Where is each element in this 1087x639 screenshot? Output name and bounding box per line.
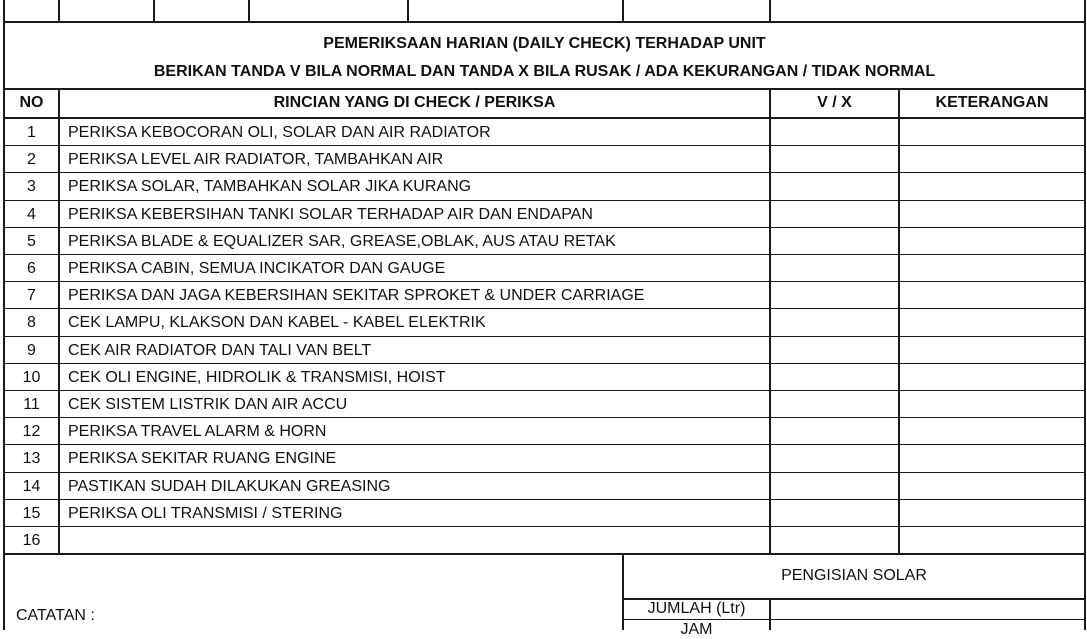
row-number: 13	[22, 450, 41, 467]
column-header-mark: V / X	[817, 94, 852, 111]
row-number: 8	[27, 314, 36, 331]
row-number: 1	[27, 124, 36, 141]
row-note-cell[interactable]	[900, 418, 1084, 443]
top-cell-divider	[248, 0, 250, 22]
row-note-cell[interactable]	[900, 201, 1084, 226]
row-number: 14	[22, 478, 41, 495]
column-header-detail: RINCIAN YANG DI CHECK / PERIKSA	[273, 94, 556, 111]
table-row	[0, 417, 1087, 444]
divider	[622, 619, 1086, 620]
top-cell-divider	[769, 0, 771, 22]
row-mark-cell[interactable]	[771, 146, 898, 171]
row-number: 15	[22, 505, 41, 522]
column-header-no: NO	[19, 94, 44, 111]
row-number: 2	[27, 151, 36, 168]
notes-field[interactable]	[5, 555, 622, 630]
row-note-cell[interactable]	[900, 473, 1084, 498]
top-cell-divider	[58, 0, 60, 22]
row-detail: PERIKSA CABIN, SEMUA INCIKATOR DAN GAUGE	[68, 260, 446, 277]
row-note-cell[interactable]	[900, 146, 1084, 171]
top-cell-divider	[407, 0, 409, 22]
table-row	[0, 172, 1087, 199]
row-note-cell[interactable]	[900, 364, 1084, 389]
table-row	[0, 145, 1087, 172]
row-number: 6	[27, 260, 36, 277]
row-detail: PERIKSA DAN JAGA KEBERSIHAN SEKITAR SPROKET & UNDER CARRIAGE	[68, 287, 645, 304]
notes-label: CATATAN :	[16, 607, 95, 624]
row-number: 4	[27, 206, 36, 223]
row-mark-cell[interactable]	[771, 309, 898, 334]
row-number: 12	[22, 423, 41, 440]
row-number: 3	[27, 178, 36, 195]
row-number: 10	[22, 369, 41, 386]
row-note-cell[interactable]	[900, 228, 1084, 253]
fuel-time-label: JAM	[680, 621, 713, 638]
row-note-cell[interactable]	[900, 391, 1084, 416]
row-mark-cell[interactable]	[771, 337, 898, 362]
row-note-cell[interactable]	[900, 173, 1084, 198]
row-note-cell[interactable]	[900, 255, 1084, 280]
row-detail: PERIKSA TRAVEL ALARM & HORN	[68, 423, 327, 440]
table-row	[0, 363, 1087, 390]
table-row	[0, 281, 1087, 308]
row-note-cell[interactable]	[900, 282, 1084, 307]
table-row	[0, 227, 1087, 254]
row-note-cell[interactable]	[900, 527, 1084, 552]
row-mark-cell[interactable]	[771, 282, 898, 307]
row-detail: PERIKSA SEKITAR RUANG ENGINE	[68, 450, 337, 467]
row-number: 9	[27, 342, 36, 359]
fuel-amount-field[interactable]	[771, 600, 1084, 619]
top-cell-divider	[622, 0, 624, 22]
row-mark-cell[interactable]	[771, 418, 898, 443]
row-detail: PERIKSA LEVEL AIR RADIATOR, TAMBAHKAN AIR	[68, 151, 444, 168]
row-detail: CEK AIR RADIATOR DAN TALI VAN BELT	[68, 342, 372, 359]
row-detail: PERIKSA KEBOCORAN OLI, SOLAR DAN AIR RADIATOR	[68, 124, 491, 141]
row-note-cell[interactable]	[900, 119, 1084, 144]
row-number: 7	[27, 287, 36, 304]
table-row	[0, 308, 1087, 335]
row-mark-cell[interactable]	[771, 364, 898, 389]
table-row	[0, 499, 1087, 526]
row-mark-cell[interactable]	[771, 228, 898, 253]
row-mark-cell[interactable]	[771, 500, 898, 525]
row-mark-cell[interactable]	[771, 201, 898, 226]
row-mark-cell[interactable]	[771, 527, 898, 552]
row-detail: CEK LAMPU, KLAKSON DAN KABEL - KABEL ELEKTRIK	[68, 314, 486, 331]
table-row	[0, 336, 1087, 363]
table-row	[0, 200, 1087, 227]
row-detail: PASTIKAN SUDAH DILAKUKAN GREASING	[68, 478, 391, 495]
row-detail: PERIKSA BLADE & EQUALIZER SAR, GREASE,OBLAK, AUS ATAU RETAK	[68, 233, 616, 250]
form-instruction: BERIKAN TANDA V BILA NORMAL DAN TANDA X BILA RUSAK / ADA KEKURANGAN / TIDAK NORMAL	[153, 63, 936, 80]
table-row	[0, 526, 1087, 553]
row-detail: CEK SISTEM LISTRIK DAN AIR ACCU	[68, 396, 348, 413]
table-row	[0, 118, 1087, 145]
column-header-note: KETERANGAN	[935, 94, 1049, 111]
row-mark-cell[interactable]	[771, 119, 898, 144]
row-note-cell[interactable]	[900, 445, 1084, 470]
row-mark-cell[interactable]	[771, 473, 898, 498]
row-detail: PERIKSA OLI TRANSMISI / STERING	[68, 505, 343, 522]
row-mark-cell[interactable]	[771, 255, 898, 280]
table-row	[0, 444, 1087, 471]
fuel-amount-label: JUMLAH (Ltr)	[647, 600, 746, 617]
table-row	[0, 390, 1087, 417]
fuel-section-title: PENGISIAN SOLAR	[781, 567, 927, 584]
row-detail: PERIKSA KEBERSIHAN TANKI SOLAR TERHADAP AIR DAN ENDAPAN	[68, 206, 593, 223]
divider	[3, 21, 1086, 23]
row-mark-cell[interactable]	[771, 173, 898, 198]
table-row	[0, 472, 1087, 499]
top-cell-divider	[153, 0, 155, 22]
table-row	[0, 254, 1087, 281]
row-note-cell[interactable]	[900, 309, 1084, 334]
row-number: 16	[22, 532, 41, 549]
row-mark-cell[interactable]	[771, 445, 898, 470]
row-note-cell[interactable]	[900, 337, 1084, 362]
row-note-cell[interactable]	[900, 500, 1084, 525]
row-detail: CEK OLI ENGINE, HIDROLIK & TRANSMISI, HOIST	[68, 369, 446, 386]
row-detail: PERIKSA SOLAR, TAMBAHKAN SOLAR JIKA KURANG	[68, 178, 472, 195]
divider	[3, 88, 1086, 90]
row-number: 11	[23, 396, 40, 413]
form-title: PEMERIKSAAN HARIAN (DAILY CHECK) TERHADAP UNIT	[323, 35, 766, 52]
row-mark-cell[interactable]	[771, 391, 898, 416]
footer-divider	[622, 554, 624, 630]
row-number: 5	[27, 233, 36, 250]
